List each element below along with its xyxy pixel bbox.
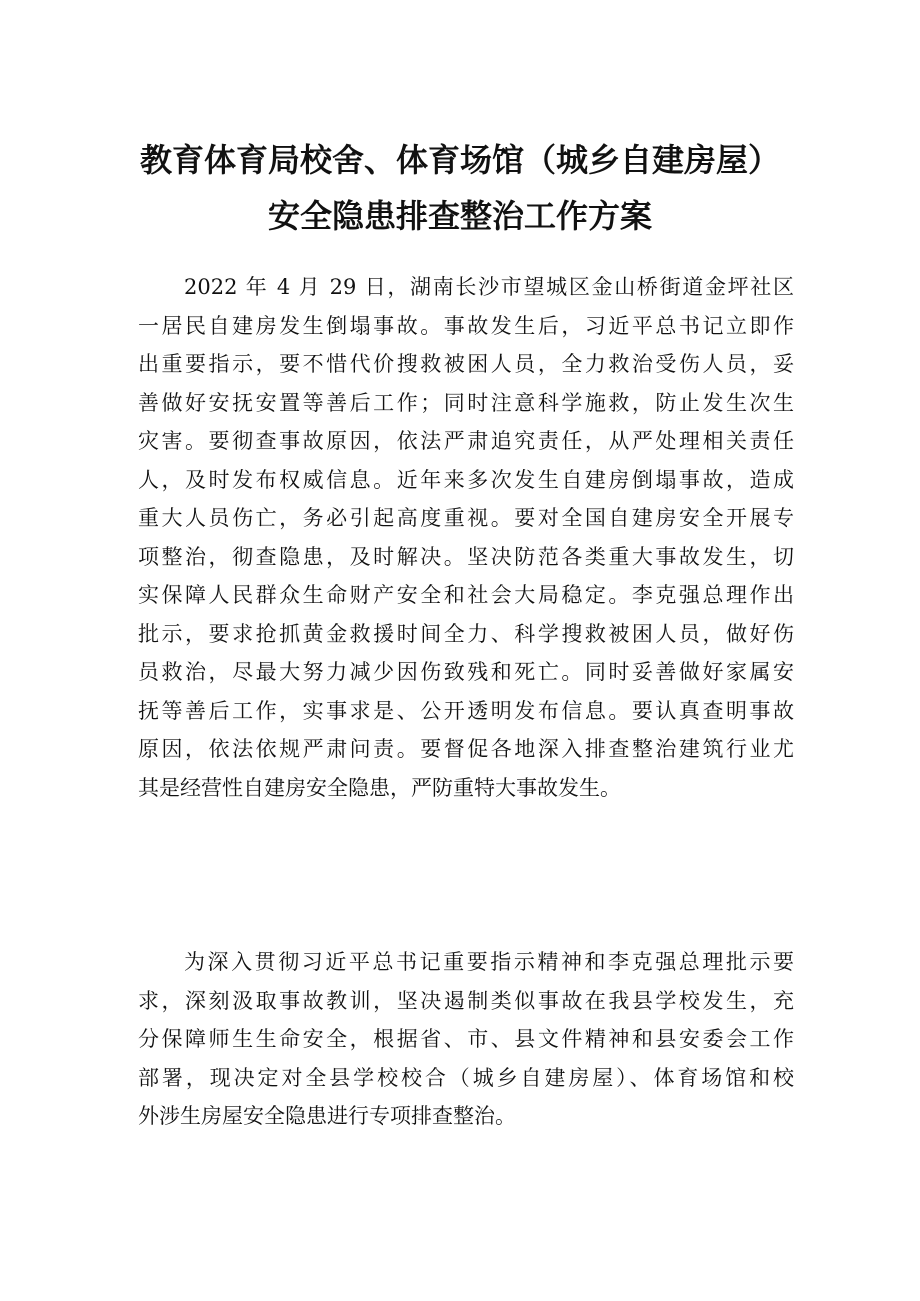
paragraph-line: 善做好安抚安置等善后工作；同时注意科学施救，防止发生次生 — [138, 390, 794, 415]
document-title-line-1: 教育体育局校舍、体育场馆（城乡自建房屋） — [139, 141, 780, 179]
paragraph-1 — [138, 268, 794, 807]
paragraph-line: 员救治，尽最大努力减少因伤致残和死亡。同时妥善做好家属安 — [138, 660, 794, 684]
paragraph-2 — [138, 943, 794, 1136]
paragraph-line: 原因，依法依规严肃问责。要督促各地深入排查整治建筑行业尤 — [138, 737, 794, 761]
paragraph-line: 一居民自建房发生倒塌事故。事故发生后，习近平总书记立即作 — [138, 313, 794, 338]
paragraph-line: 2022 年 4 月 29 日，湖南长沙市望城区金山桥街道金坪社区 — [184, 275, 794, 299]
paragraph-line: 求，深刻汲取事故教训，坚决遏制类似事故在我县学校发生，充 — [138, 988, 794, 1013]
paragraph-line: 分保障师生生命安全，根据省、市、县文件精神和县安委会工作 — [138, 1027, 794, 1051]
paragraph-line: 其是经营性自建房安全隐患，严防重特大事故发生。 — [138, 775, 621, 800]
document-title-line-2: 安全隐患排查整治工作方案 — [267, 197, 652, 235]
paragraph-line: 外涉生房屋安全隐患进行专项排查整治。 — [138, 1104, 516, 1128]
paragraph-line: 出重要指示，要不惜代价搜救被困人员，全力救治受伤人员，妥 — [138, 352, 794, 376]
paragraph-line: 实保障人民群众生命财产安全和社会大局稳定。李克强总理作出 — [138, 583, 794, 607]
paragraph-line: 抚等善后工作，实事求是、公开透明发布信息。要认真查明事故 — [138, 698, 794, 723]
paragraph-line: 部署，现决定对全县学校校合（城乡自建房屋）、体育场馆和校 — [138, 1065, 794, 1090]
paragraph-line: 灾害。要彻查事故原因，依法严肃追究责任，从严处理相关责任 — [138, 429, 794, 453]
paragraph-line: 批示，要求抢抓黄金救援时间全力、科学搜救被困人员，做好伤 — [138, 621, 794, 646]
paragraph-line: 项整治，彻查隐患，及时解决。坚决防范各类重大事故发生，切 — [138, 544, 794, 569]
paragraph-line: 为深入贯彻习近平总书记重要指示精神和李克强总理批示要 — [184, 950, 794, 974]
paragraph-line: 重大人员伤亡，务必引起高度重视。要对全国自建房安全开展专 — [138, 506, 794, 530]
paragraph-line: 人，及时发布权威信息。近年来多次发生自建房倒塌事故，造成 — [138, 467, 794, 492]
